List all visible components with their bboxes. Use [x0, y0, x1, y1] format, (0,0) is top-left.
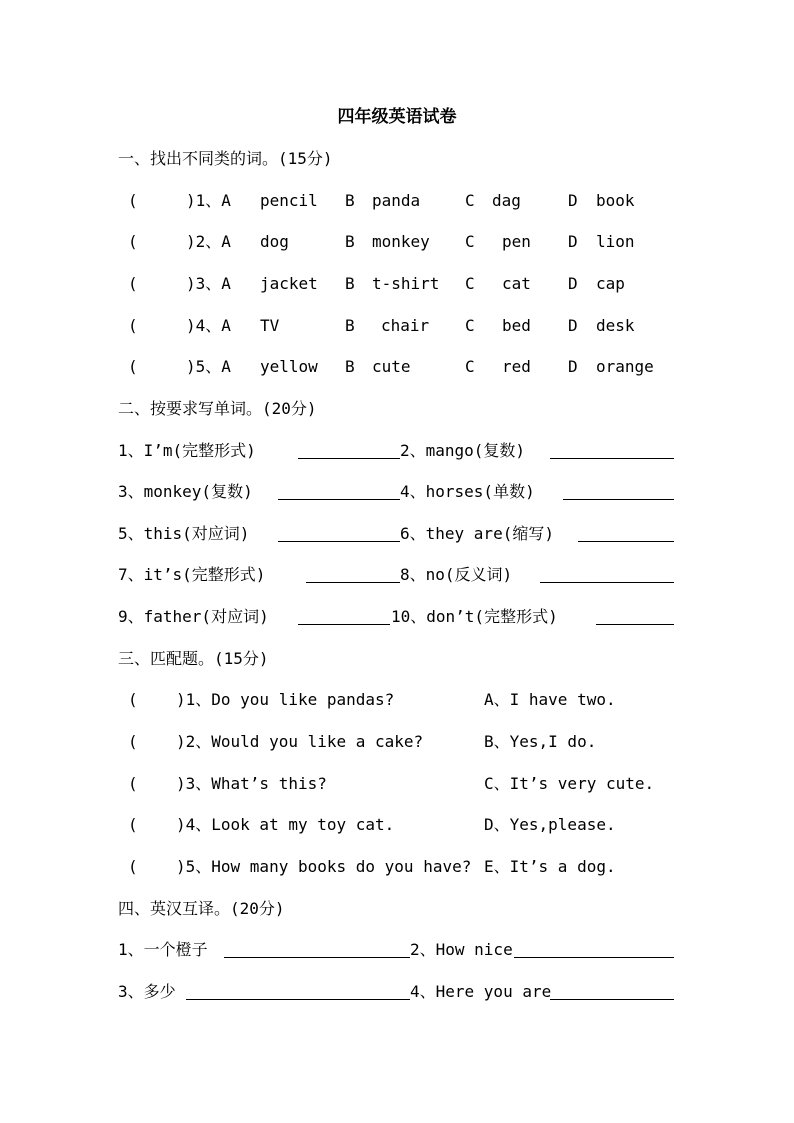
- option-c-letter: C: [465, 274, 475, 293]
- option-c: red: [502, 357, 531, 376]
- answer-paren[interactable]: (: [128, 274, 138, 293]
- answer-paren[interactable]: (: [128, 232, 138, 251]
- match-answer: C、It’s very cute.: [484, 774, 655, 793]
- answer-paren[interactable]: (: [128, 857, 138, 876]
- answer-paren[interactable]: (: [128, 774, 138, 793]
- option-d: cap: [596, 274, 625, 293]
- option-b-letter: B: [345, 357, 355, 376]
- question-number: )2、A: [186, 232, 231, 251]
- prompt-right: 6、they are(缩写): [400, 524, 554, 543]
- match-question: )2、Would you like a cake?: [176, 732, 424, 751]
- prompt-left: 7、it’s(完整形式): [118, 565, 266, 584]
- match-question: )5、How many books do you have?: [176, 857, 472, 876]
- option-d: lion: [596, 232, 635, 251]
- option-a: pencil: [260, 191, 318, 210]
- answer-paren[interactable]: (: [128, 191, 138, 210]
- option-d: orange: [596, 357, 654, 376]
- option-b: panda: [372, 191, 421, 210]
- option-d-letter: D: [568, 232, 578, 251]
- prompt-right: 2、mango(复数): [400, 441, 526, 460]
- prompt-left: 3、monkey(复数): [118, 482, 253, 501]
- prompt-left: 3、多少: [118, 982, 176, 1001]
- option-d-letter: D: [568, 357, 578, 376]
- answer-paren[interactable]: (: [128, 357, 138, 376]
- answer-blank[interactable]: [540, 566, 674, 583]
- option-c-letter: C: [465, 316, 475, 335]
- answer-paren[interactable]: (: [128, 316, 138, 335]
- match-question: )3、What’s this?: [176, 774, 327, 793]
- answer-paren[interactable]: (: [128, 732, 138, 751]
- section1-heading: 一、找出不同类的词。(15分): [118, 149, 333, 168]
- match-answer: A、I have two.: [484, 690, 616, 709]
- option-b: chair: [381, 316, 430, 335]
- option-c-letter: C: [465, 191, 475, 210]
- prompt-right: 4、horses(单数): [400, 482, 535, 501]
- answer-blank[interactable]: [306, 566, 400, 583]
- prompt-left: 9、father(对应词): [118, 607, 269, 626]
- option-d-letter: D: [568, 191, 578, 210]
- option-b-letter: B: [345, 191, 355, 210]
- option-c-letter: C: [465, 232, 475, 251]
- question-number: )3、A: [186, 274, 231, 293]
- match-question: )1、Do you like pandas?: [176, 690, 395, 709]
- option-a: dog: [260, 232, 289, 251]
- prompt-left: 1、一个橙子: [118, 940, 208, 959]
- option-a: yellow: [260, 357, 318, 376]
- answer-paren[interactable]: (: [128, 815, 138, 834]
- answer-blank[interactable]: [298, 442, 400, 459]
- section2-heading: 二、按要求写单词。(20分): [118, 399, 317, 418]
- option-b-letter: B: [345, 274, 355, 293]
- answer-blank[interactable]: [514, 941, 674, 958]
- section4-heading: 四、英汉互译。(20分): [118, 899, 285, 918]
- option-b: cute: [372, 357, 411, 376]
- question-number: )1、A: [186, 191, 231, 210]
- answer-blank[interactable]: [596, 608, 674, 625]
- answer-blank[interactable]: [550, 983, 674, 1000]
- option-a: jacket: [260, 274, 318, 293]
- answer-blank[interactable]: [186, 983, 410, 1000]
- option-b: t-shirt: [372, 274, 440, 293]
- option-d-letter: D: [568, 274, 578, 293]
- match-question: )4、Look at my toy cat.: [176, 815, 395, 834]
- answer-paren[interactable]: (: [128, 690, 138, 709]
- prompt-left: 5、this(对应词): [118, 524, 250, 543]
- match-answer: D、Yes,please.: [484, 815, 616, 834]
- option-d: book: [596, 191, 635, 210]
- section3-heading: 三、匹配题。(15分): [118, 649, 269, 668]
- prompt-left: 1、I’m(完整形式): [118, 441, 256, 460]
- option-a: TV: [260, 316, 280, 335]
- prompt-right: 10、don’t(完整形式): [391, 607, 558, 626]
- answer-blank[interactable]: [278, 525, 400, 542]
- answer-blank[interactable]: [278, 483, 400, 500]
- question-number: )5、A: [186, 357, 231, 376]
- option-c: bed: [502, 316, 531, 335]
- match-answer: E、It’s a dog.: [484, 857, 616, 876]
- option-c-letter: C: [465, 357, 475, 376]
- prompt-right: 8、no(反义词): [400, 565, 513, 584]
- answer-blank[interactable]: [224, 941, 410, 958]
- prompt-right: 2、How nice: [410, 940, 513, 959]
- option-d: desk: [596, 316, 635, 335]
- answer-blank[interactable]: [578, 525, 674, 542]
- option-d-letter: D: [568, 316, 578, 335]
- prompt-right: 4、Here you are: [410, 982, 552, 1001]
- option-c: cat: [502, 274, 531, 293]
- answer-blank[interactable]: [298, 608, 390, 625]
- answer-blank[interactable]: [563, 483, 674, 500]
- option-c: dag: [492, 191, 521, 210]
- page-title: 四年级英语试卷: [337, 107, 457, 127]
- option-b-letter: B: [345, 232, 355, 251]
- option-b: monkey: [372, 232, 430, 251]
- question-number: )4、A: [186, 316, 231, 335]
- option-c: pen: [502, 232, 531, 251]
- match-answer: B、Yes,I do.: [484, 732, 597, 751]
- option-b-letter: B: [345, 316, 355, 335]
- answer-blank[interactable]: [550, 442, 674, 459]
